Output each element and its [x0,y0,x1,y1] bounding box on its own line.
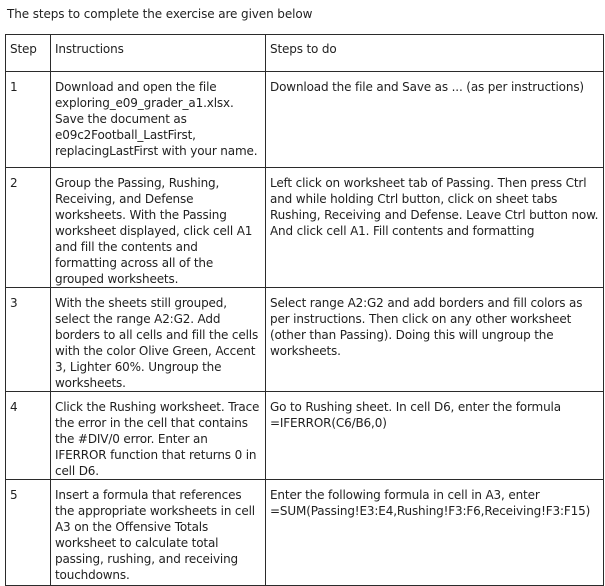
instruction-text: With the sheets still grouped, select the range A2:G2. Add borders to all cells and fill the cells with the color Olive Green, Accent 3, Lighter 60%. Ungroup the worksheets. [51,288,266,392]
steps-to-do-text: Enter the following formula in cell in A3, enter =SUM(Passing!E3:E4,Rushing!F3:F6,Receiving!F3:F15) [266,480,604,586]
steps-to-do-text: Select range A2:G2 and add borders and fill colors as per instructions. Then click on any other worksheet (other than Passing). Doing this will ungroup the worksheets. [266,288,604,392]
instruction-text: Download and open the file exploring_e09_grader_a1.xlsx. Save the document as e09c2Football_LastFirst, replacingLastFirst with your name. [51,72,266,168]
step-number: 2 [6,168,51,288]
steps-to-do-text: Download the file and Save as ... (as per instructions) [266,72,604,168]
step-number: 4 [6,392,51,480]
table-row [6,288,604,392]
table-row [6,168,604,288]
header-step: Step [6,35,51,72]
table-row [6,392,604,480]
header-steps-to-do: Steps to do [266,35,604,72]
instruction-text: Click the Rushing worksheet. Trace the error in the cell that contains the #DIV/0 error. Enter an IFERROR function that returns 0 in cell D6. [51,392,266,480]
header-instructions: Instructions [51,35,266,72]
table-row [6,480,604,586]
intro-text: The steps to complete the exercise are given below [7,7,313,21]
table-row [6,72,604,168]
instruction-text: Group the Passing, Rushing, Receiving, and Defense worksheets. With the Passing worksheet displayed, click cell A1 and fill the contents and formatting across all of the grouped worksheets. [51,168,266,288]
steps-to-do-text: Left click on worksheet tab of Passing. Then press Ctrl and while holding Ctrl button, click on sheet tabs Rushing, Receiving and Defense. Leave Ctrl button now. And click cell A1. Fill contents and formatting [266,168,604,288]
step-number: 3 [6,288,51,392]
instruction-text: Insert a formula that references the appropriate worksheets in cell A3 on the Offensive Totals worksheet to calculate total passing, rushing, and receiving touchdowns. [51,480,266,586]
step-number: 5 [6,480,51,586]
table-header-row [6,35,604,72]
steps-table [5,34,604,586]
steps-to-do-text: Go to Rushing sheet. In cell D6, enter the formula =IFERROR(C6/B6,0) [266,392,604,480]
step-number: 1 [6,72,51,168]
